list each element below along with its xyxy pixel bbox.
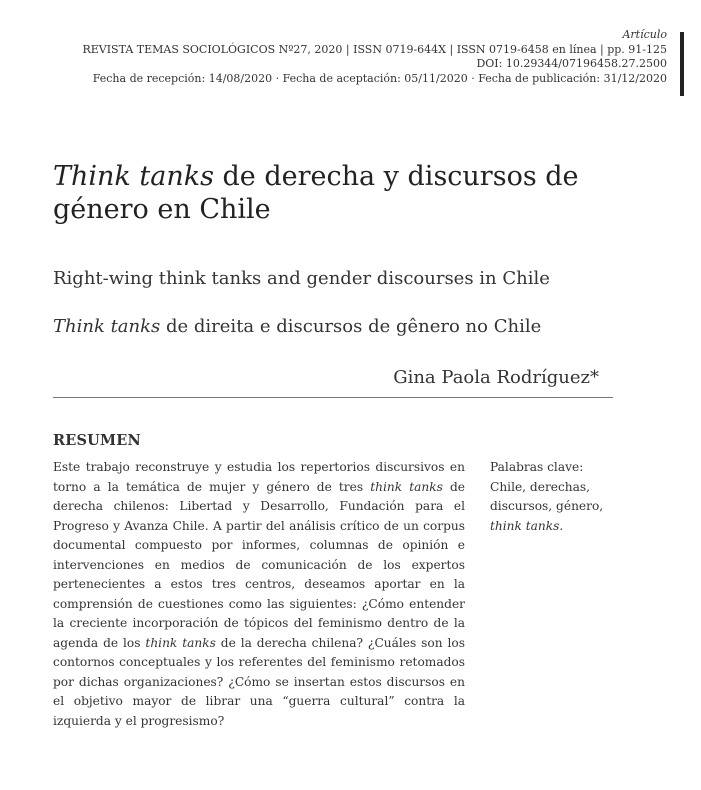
- title-italic: Think tanks: [53, 161, 214, 192]
- author-name: Gina Paola Rodríguez*: [393, 367, 599, 388]
- header-vertical-bar: [680, 32, 684, 96]
- keywords-italic: think tanks: [490, 518, 560, 533]
- journal-line: REVISTA TEMAS SOCIOLÓGICOS Nº27, 2020 | ISSN 0719-644X | ISSN 0719-6458 en línea | pp. 91-125: [82, 42, 667, 56]
- abstract-part-1: Este trabajo reconstruye y estudia los repertorios discursivos en torno a la temática de mujer y género de tres: [53, 460, 465, 494]
- subtitle-english: Right-wing think tanks and gender discourses in Chile: [53, 268, 550, 289]
- abstract-text: [53, 458, 465, 731]
- dates-line: Fecha de recepción: 14/08/2020 · Fecha de aceptación: 05/11/2020 · Fecha de publicación: 31/12/2020: [92, 71, 667, 85]
- keywords: [490, 458, 630, 536]
- divider: [53, 397, 613, 398]
- doi: DOI: 10.29344/07196458.27.2500: [476, 57, 667, 71]
- keywords-end: .: [559, 518, 564, 533]
- abstract-heading: RESUMEN: [53, 432, 141, 449]
- subtitle-pt-italic: Think tanks: [53, 316, 161, 337]
- abstract-italic-1: think tanks: [370, 479, 443, 494]
- subtitle-portuguese: [53, 316, 541, 337]
- subtitle-pt-rest: de direita e discursos de gênero no Chile: [160, 316, 542, 337]
- article-header: [82, 28, 667, 86]
- title-rest: de derecha y discursos de género en Chile: [53, 161, 579, 225]
- article-title: [53, 160, 613, 226]
- abstract-part-3: de la derecha chilena? ¿Cuáles son los contornos conceptuales y los referentes del feminismo retomados por dichas organizaciones? ¿Cómo se insertan estos discursos en el objetivo mayor de librar una “guerra cultural” contra la izquierda y el progresismo?: [53, 635, 465, 728]
- keywords-text: Chile, derechas, discursos, género,: [490, 479, 604, 513]
- keywords-label: Palabras clave:: [490, 460, 584, 474]
- abstract-italic-2: think tanks: [145, 635, 216, 650]
- article-type: Artículo: [622, 28, 667, 41]
- abstract-part-2: de derecha chilenos: Libertad y Desarrollo, Fundación para el Progreso y Avanza Chile. A partir del análisis crítico de un corpus documental compuesto por informes, columnas de opinión e intervenciones en medios de comunicación de los expertos pertenecientes a estos tres centros, deseamos aportar en la comprensión de cuestiones como las siguientes: ¿Cómo entender la creciente incorporación de tópicos del feminismo dentro de la agenda de los: [53, 479, 466, 650]
